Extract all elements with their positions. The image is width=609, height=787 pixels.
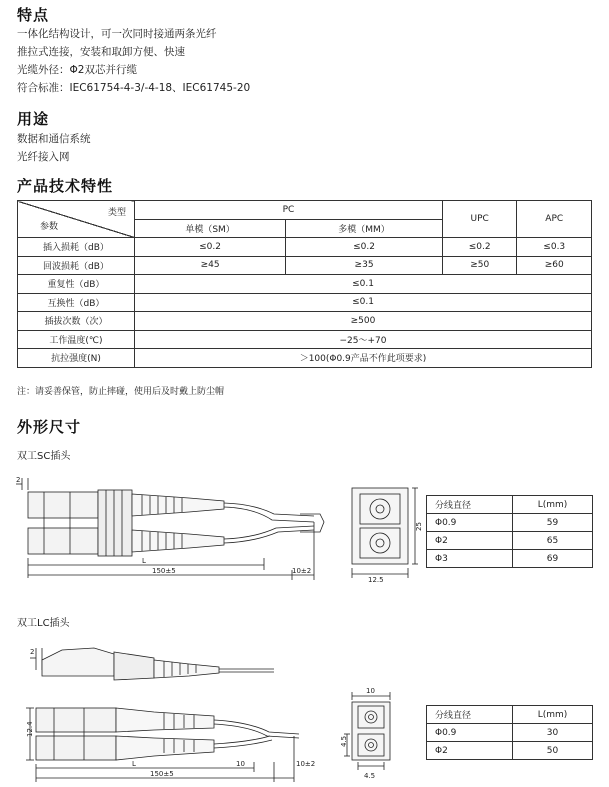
row-value: ＞100(Φ0.9产品不作此项要求) [135, 349, 592, 368]
dim-tail: 10±2 [292, 567, 312, 575]
dim-w: 12.5 [368, 576, 384, 584]
cell-sm: ≥45 [135, 256, 286, 275]
cell: Φ3 [427, 550, 513, 568]
features-title: 特点 [17, 6, 50, 24]
lc-dim-L: L [132, 760, 136, 768]
table-row [427, 742, 593, 760]
cell: Φ2 [427, 742, 513, 760]
lc-plug-drawing [14, 636, 424, 784]
spec-note: 注：请妥善保管，防止摔碰，使用后及时戴上防尘帽 [17, 387, 225, 397]
sc-head-2: L(mm) [513, 496, 593, 514]
lc-dim-w: 10 [366, 687, 375, 695]
feature-line: 推拉式连接，安装和取卸方便、快速 [17, 46, 185, 58]
cell-mm: ≤0.2 [286, 238, 443, 257]
row-value: −25～+70 [135, 330, 592, 349]
lc-head-2: L(mm) [513, 706, 593, 724]
header-mm: 多模（MM） [286, 219, 443, 238]
cell: Φ0.9 [427, 724, 513, 742]
dim-len: 150±5 [152, 567, 176, 575]
dim-h: 25 [415, 522, 423, 531]
table-row [18, 256, 592, 275]
usage-line: 数据和通信系统 [17, 133, 91, 145]
lc-dim-tail: 10±2 [296, 760, 316, 768]
header-upc: UPC [442, 201, 517, 238]
lc-head-1: 分线直径 [427, 706, 513, 724]
table-row [427, 724, 593, 742]
cell-upc: ≤0.2 [442, 238, 517, 257]
header-type-label: 类型 [107, 208, 126, 218]
feature-line: 符合标准：IEC61754-4-3/-4-18、IEC61745-20 [17, 82, 251, 94]
cell-sm: ≤0.2 [135, 238, 286, 257]
table-row [18, 238, 592, 257]
table-row [18, 330, 592, 349]
header-apc: APC [517, 201, 592, 238]
feature-line: 光缆外径：Φ2双芯并行缆 [17, 64, 137, 76]
feature-line: 一体化结构设计，可一次同时接通两条光纤 [17, 28, 217, 40]
usage-line: 光纤接入网 [17, 151, 70, 163]
row-name: 插拔次数（次） [18, 312, 135, 331]
cell: 65 [513, 532, 593, 550]
header-corner-cell [18, 201, 135, 238]
lc-dim-w2: 4.5 [364, 772, 376, 780]
dim-L: L [142, 557, 146, 565]
cell-apc: ≥60 [517, 256, 592, 275]
row-value: ≥500 [135, 312, 592, 331]
table-row [427, 514, 593, 532]
spec-table [17, 200, 592, 368]
specs-title: 产品技术特性 [17, 177, 114, 195]
lc-dim-h: 12.4 [26, 721, 34, 737]
cell-apc: ≤0.3 [517, 238, 592, 257]
row-name: 工作温度(℃) [18, 330, 135, 349]
lc-dim-table [426, 705, 593, 760]
row-name: 抗拉强度(N) [18, 349, 135, 368]
table-row [18, 275, 592, 294]
outline-title: 外形尺寸 [17, 418, 82, 436]
cell: 50 [513, 742, 593, 760]
sc-dim-table [426, 495, 593, 568]
cell: 69 [513, 550, 593, 568]
cell: 30 [513, 724, 593, 742]
header-param-label: 参数 [40, 222, 59, 232]
cell: 59 [513, 514, 593, 532]
row-name: 重复性（dB） [18, 275, 135, 294]
table-row [18, 312, 592, 331]
row-name: 回波损耗（dB） [18, 256, 135, 275]
row-name: 互换性（dB） [18, 293, 135, 312]
row-value: ≤0.1 [135, 275, 592, 294]
usage-title: 用途 [17, 110, 50, 128]
lc-dim-len: 150±5 [150, 770, 174, 778]
sc-plug-drawing [14, 470, 424, 585]
cell-mm: ≥35 [286, 256, 443, 275]
table-row [427, 550, 593, 568]
table-row [18, 293, 592, 312]
lc-dim-h2: 4.5 [340, 735, 348, 747]
sc-label: 双工SC插头 [17, 451, 71, 462]
dim-2: 2 [16, 476, 21, 484]
header-sm: 单模（SM） [135, 219, 286, 238]
lc-label: 双工LC插头 [17, 618, 70, 629]
table-row [427, 532, 593, 550]
cell: Φ2 [427, 532, 513, 550]
cell-upc: ≥50 [442, 256, 517, 275]
header-pc: PC [135, 201, 443, 220]
row-name: 插入损耗（dB） [18, 238, 135, 257]
table-row [18, 349, 592, 368]
lc-dim-2: 2 [30, 648, 35, 656]
cell: Φ0.9 [427, 514, 513, 532]
row-value: ≤0.1 [135, 293, 592, 312]
lc-dim-10: 10 [236, 760, 245, 768]
sc-head-1: 分线直径 [427, 496, 513, 514]
